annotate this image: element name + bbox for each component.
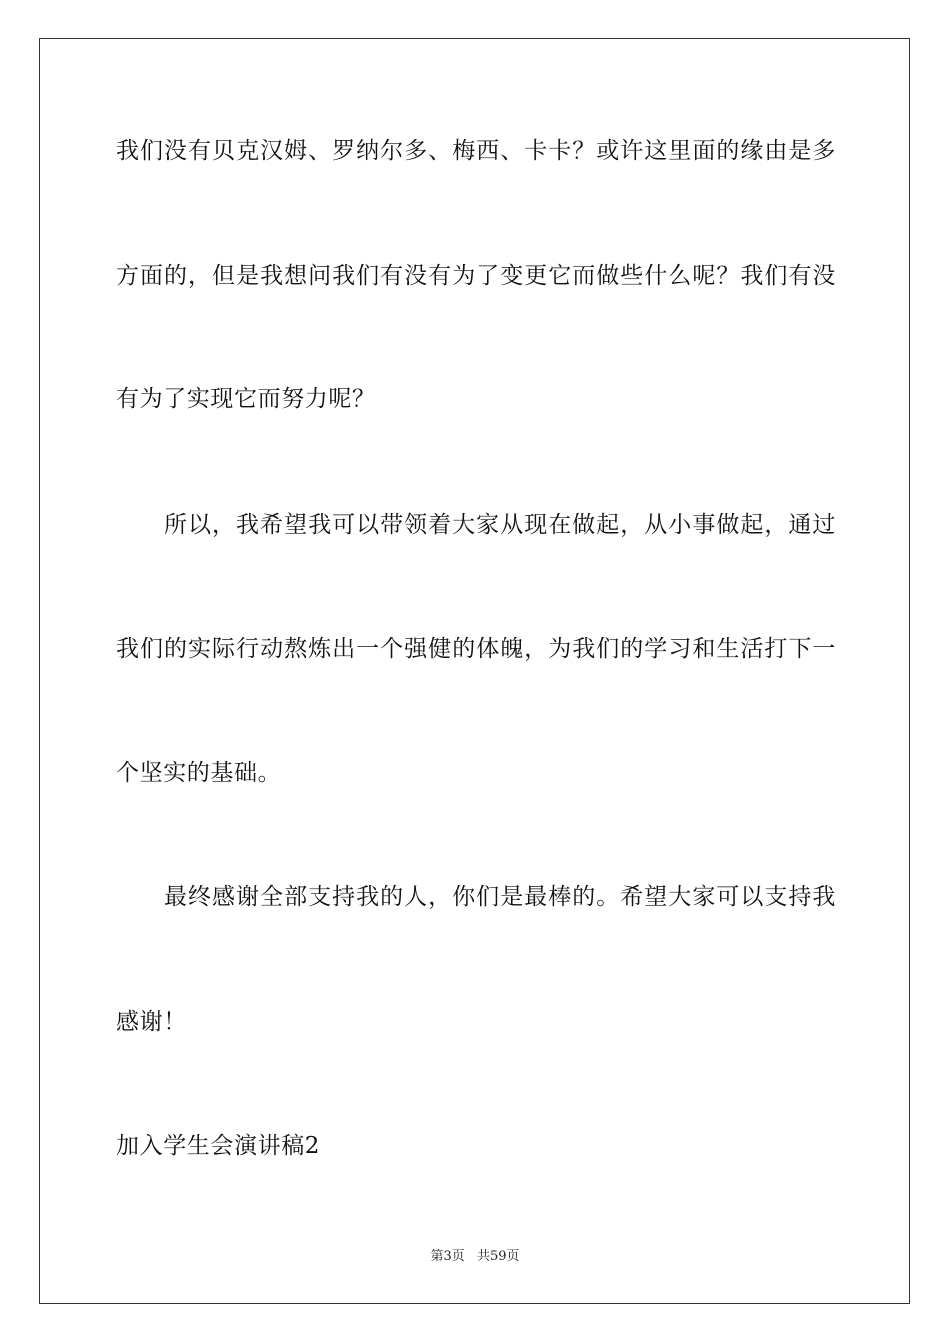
page-border [39, 38, 910, 1304]
paragraph-line: 我们的实际行动熬炼出一个强健的体魄，为我们的学习和生活打下一 [116, 636, 836, 662]
paragraph-line: 个坚实的基础。 [116, 760, 282, 786]
paragraph-line: 方面的，但是我想问我们有没有为了变更它而做些什么呢？我们有没 [116, 263, 836, 289]
paragraph-line: 所以，我希望我可以带领着大家从现在做起，从小事做起，通过 [164, 512, 836, 538]
paragraph-line: 我们没有贝克汉姆、罗纳尔多、梅西、卡卡？或许这里面的缘由是多 [116, 138, 836, 164]
total-pages: 共59页 [476, 1249, 520, 1264]
paragraph-line: 最终感谢全部支持我的人，你们是最棒的。希望大家可以支持我 [164, 884, 836, 910]
section-heading: 加入学生会演讲稿2 [116, 1133, 321, 1159]
page-footer [0, 1248, 950, 1266]
paragraph-line: 有为了实现它而努力呢？ [116, 386, 376, 412]
paragraph-line: 感谢！ [116, 1009, 187, 1035]
page-number: 第3页 [430, 1249, 465, 1264]
